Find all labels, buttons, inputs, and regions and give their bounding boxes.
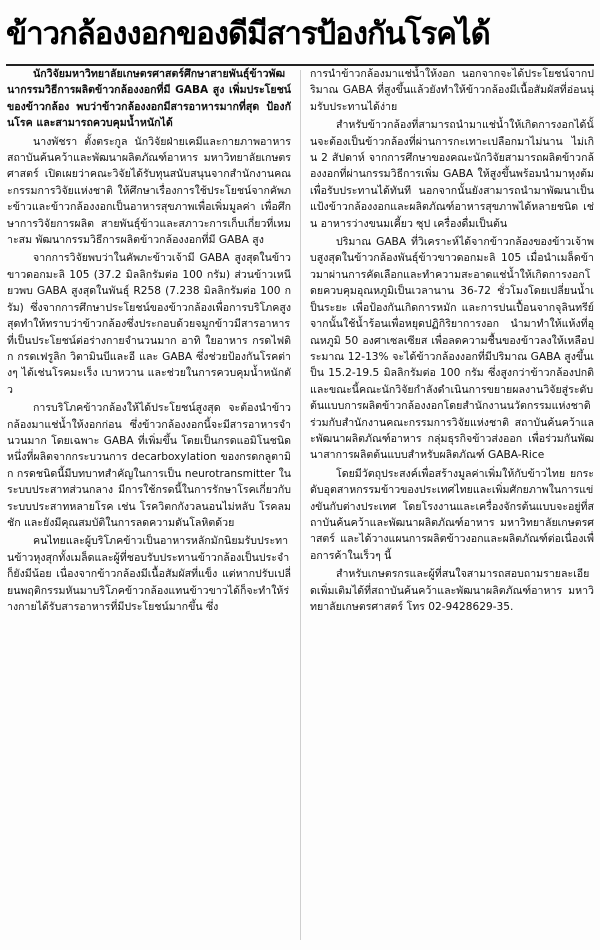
body-paragraph: โดยมีวัตถุประสงค์เพื่อสร้างมูลค่าเพิ่มให้กับข้าวไทย ยกระดับอุตสาหกรรมข้าวของประเทศไทยและเพิ่มศักยภาพในการแข่งขันกับต่างประเทศ โดยโรงงานและเครื่องจักรต้นแบบจะอยู่ที่สถาบันค้นคว้าและพัฒนาผลิตภัณฑ์อาหาร มหาวิทยาลัยเกษตรศาสตร์ และได้วางแผนการผลิตข้าวงอกและผลิตภัณฑ์ต่อเนื่องเพื่อการค้าในเร็วๆ นี้ (310, 467, 594, 562)
right-column (310, 66, 594, 944)
column-divider (300, 70, 301, 940)
body-paragraph: การบริโภคข้าวกล้องให้ได้ประโยชน์สูงสุด จะต้องนำข้าวกล้องมาแช่น้ำให้งอกก่อน ซึ่งข้าวกล้องงอกนี้จะมีสารอาหารจำนวนมาก โดยเฉพาะ GABA ที่เพิ่มขึ้น โดยเป็นกรดแอมิโนชนิดหนึ่งที่ผลิตจากกระบวนการ decarboxylation ของกรดกลูตามิก กรดชนิดนี้มีบทบาทสำคัญในการเป็น neurotransmitter ในระบบประสาทส่วนกลาง มีการใช้กรดนี้ในการรักษาโรคเกี่ยวกับระบบประสาทหลายโรค เช่น โรควิตกกังวลนอนไม่หลับ โรคลมชัก และยังมีคุณสมบัติในการลดความดันโลหิตด้วย (7, 402, 291, 529)
left-column (7, 66, 291, 944)
continued-paragraph: การนำข้าวกล้องมาแช่น้ำให้งอก นอกจากจะได้ประโยชน์จากปริมาณ GABA ที่สูงขึ้นแล้วยังทำให้ข้าวกล้องมีเนื้อสัมผัสที่อ่อนนุ่มรับประทานได้ง่าย (310, 68, 594, 113)
lead-paragraph: นักวิจัยมหาวิทยาลัยเกษตรศาสตร์ศึกษาสายพันธุ์ข้าวพัฒนากรรมวิธีการผลิตข้าวกล้องงอกที่มี GABA สูง เพิ่มประโยชน์ของข้าวกล้อง พบว่าข้าวกล้องงอกมีสารอาหารมากที่สุด ป้องกันโรค และสามารถควบคุมน้ำหนักได้ (7, 68, 291, 130)
article-headline: ข้าวกล้องงอกของดีมีสารป้องกันโรคได้ (6, 16, 490, 52)
body-paragraph: นางพัชรา ตั้งตระกูล นักวิจัยฝ่ายเคมีและกายภาพอาหาร สถาบันค้นคว้าและพัฒนาผลิตภัณฑ์อาหาร มหาวิทยาลัยเกษตรศาสตร์ เปิดเผยว่าคณะวิจัยได้รับทุนสนับสนุนจากสำนักงานคณะกรรมการวิจัยแห่งชาติ ให้ศึกษาเรื่องการใช้ประโยชน์จากคัพภะข้าวและข้าวกล้องงอกเป็นอาหารสุขภาพเพื่อเพิ่มมูลค่า เพื่อศึกษาการวิจัยการผลิต สายพันธุ์ข้าวและสภาวะการเก็บเกี่ยวที่เหมาะสม พัฒนากรรมวิธีการผลิตข้าวกล้องงอกที่มี GABA สูง (7, 135, 291, 247)
body-paragraph: ปริมาณ GABA ที่วิเคราะห์ได้จากข้าวกล้องของข้าวเจ้าพบสูงสุดในข้าวกล้องพันธุ์ข้าวขาวดอกมะลิ 105 เมื่อนำเมล็ดข้าวมาผ่านการคัดเลือกและทำความสะอาดแช่น้ำให้เกิดการงอกโดยควบคุมอุณหภูมิเป็นเวลานาน 36-72 ชั่วโมงโดยเปลี่ยนน้ำเป็นระยะ เพื่อป้องกันเกิดการหมัก และการปนเปื้อนจากจุลินทรีย์ จากนั้นใช้น้ำร้อนเพื่อหยุดปฏิกิริยาการงอก นำมาทำให้แห้งที่อุณหภูมิ 50 องศาเซลเซียส เพื่อลดความชื้นของข้าวลงให้เหลือประมาณ 12-13% จะได้ข้าวกล้องงอกที่มีปริมาณ GABA สูงขึ้นเป็น 15.2-19.5 มิลลิกรัมต่อ 100 กรัม ซึ่งสูงกว่าข้าวกล้องปกติ และขณะนี้คณะนักวิจัยกำลังดำเนินการขยายผลงานวิจัยสู่ระดับต้นแบบการผลิตข้าวกล้องงอกโดยสำนักงานนวัตกรรมแห่งชาติร่วมกับสำนักงานคณะกรรมการวิจัยแห่งชาติ สถาบันค้นคว้าและพัฒนาผลิตภัณฑ์อาหาร กลุ่มธุรกิจข้าวส่งออก เพื่อร่วมกันพัฒนาสาการผลิตต้นแบบสำหรับผลิตภัณฑ์ GABA-Rice (310, 236, 594, 462)
body-paragraph: คนไทยและผู้บริโภคข้าวเป็นอาหารหลักมักนิยมรับประทานข้าวหุงสุกทั้งเมล็ดและผู้ที่ชอบรับประทานข้าวกล้องเป็นประจำก็ยังมีน้อย เนื่องจากข้าวกล้องมีเนื้อสัมผัสที่แข็ง แต่หากปรับเปลี่ยนพฤติกรรมหันมาบริโภคข้าวกล้องแทนข้าวขาวได้ก็จะทำให้ร่างกายได้รับสารอาหารที่มีประโยชน์มากขึ้น ซึ่ง (7, 535, 291, 613)
body-paragraph: สำหรับข้าวกล้องที่สามารถนำมาแช่น้ำให้เกิดการงอกได้นั้นจะต้องเป็นข้าวกล้องที่ผ่านการกะเทาะเปลือกมาไม่นาน ไม่เกิน 2 สัปดาห์ จากการศึกษาของคณะนักวิจัยสามารถผลิตข้าวกล้องงอกที่ผ่านกรรมวิธีการเพิ่ม GABA ให้สูงขึ้นพร้อมนำมาหุงต้มเพื่อรับประทานได้ทันที นอกจากนั้นยังสามารถนำมาพัฒนาเป็นแป้งข้าวกล้องงอกและผลิตภัณฑ์อาหารสุขภาพได้หลายชนิด เช่น อาหารว่างขนมเคี้ยว ซุป เครื่องดื่มเป็นต้น (310, 119, 594, 230)
body-paragraph: จากการวิจัยพบว่าในคัพภะข้าวเจ้ามี GABA สูงสุดในข้าวขาวดอกมะลิ 105 (37.2 มิลลิกรัมต่อ 100 กรัม) ส่วนข้าวเหนียวพบ GABA สูงสุดในพันธุ์ R258 (7.238 มิลลิกรัมต่อ 100 กรัม) ซึ่งจากการศึกษาประโยชน์ของข้าวกล้องเพื่อการบริโภคสูงสุดทำให้ทราบว่าข้าวกล้องซึ่งประกอบด้วยจมูกข้าวมีสารอาหารที่เป็นประโยชน์ต่อร่างกายจำนวนมาก อาทิ ใยอาหาร กรดไฟติก กรดเฟรูลิก วิตามินบีและอี และ GABA ซึ่งช่วยป้องกันโรคต่างๆ ได้เช่นโรคมะเร็ง เบาหวาน และช่วยในการควบคุมน้ำหนักตัว (7, 252, 291, 396)
contact-paragraph: สำหรับเกษตรกรและผู้ที่สนใจสามารถสอบถามรายละเอียดเพิ่มเติมได้ที่สถาบันค้นคว้าและพัฒนาผลิตภัณฑ์อาหาร มหาวิทยาลัยเกษตรศาสตร์ โทร 02-9428629-35. (310, 568, 594, 613)
